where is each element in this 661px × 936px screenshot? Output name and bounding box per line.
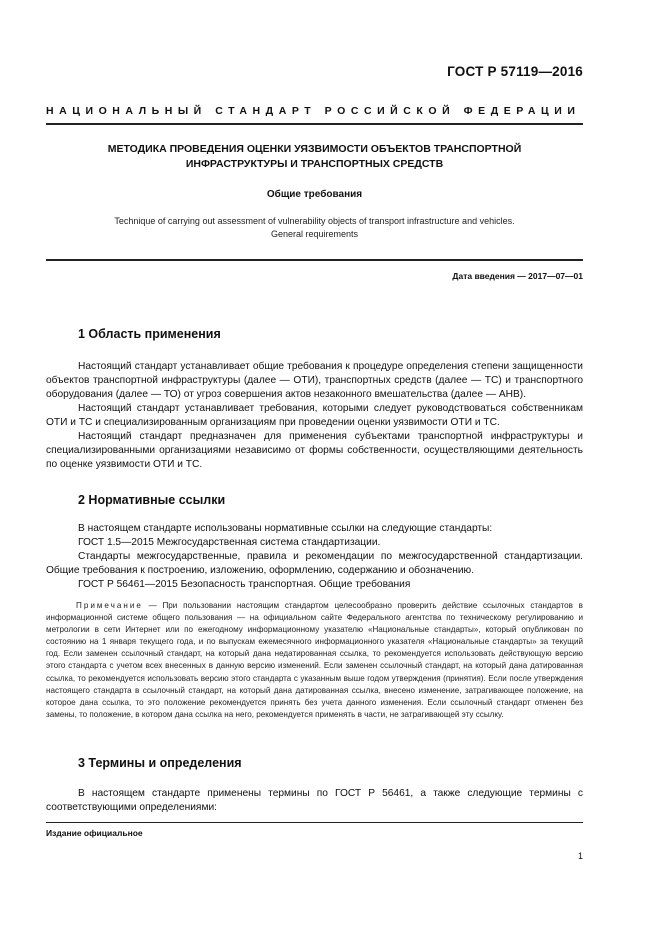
section-2-body — [46, 522, 583, 592]
national-standard-banner: НАЦИОНАЛЬНЫЙ СТАНДАРТ РОССИЙСКОЙ ФЕДЕРАЦИИ — [46, 105, 581, 117]
paragraph: Настоящий стандарт предназначен для применения субъектами транспортной инфраструктуры и специализированными организациями независимо от формы собственности, осуществляющими деятельность по оценке уязвимости ОТИ и ТС. — [46, 431, 583, 470]
paragraph: В настоящем стандарте применены термины по ГОСТ Р 56461, а также следующие термины с соответствующими определениями: — [46, 788, 583, 813]
document-subtitle: Общие требования — [266, 189, 363, 200]
page-number: 1 — [577, 851, 583, 861]
paragraph: В настоящем стандарте использованы нормативные ссылки на следующие стандарты: — [78, 523, 493, 534]
top-rule — [46, 123, 583, 125]
paragraph: Стандарты межгосударственные, правила и рекомендации по межгосударственной стандартизации. Общие требования к построению, изложению, оформлению, содержанию и обозначению. — [46, 551, 583, 576]
gost-code: ГОСТ Р 57119—2016 — [447, 64, 583, 79]
document-title — [46, 142, 583, 172]
title-line-2: ИНФРАСТРУКТУРЫ И ТРАНСПОРТНЫХ СРЕДСТВ — [185, 158, 444, 170]
section-1-body — [46, 360, 583, 472]
english-title — [46, 215, 583, 241]
section-3-heading: 3 Термины и определения — [78, 756, 242, 770]
edition-label: Издание официальное — [46, 828, 143, 838]
title-line-1: МЕТОДИКА ПРОВЕДЕНИЯ ОЦЕНКИ УЯЗВИМОСТИ ОБЪЕКТОВ ТРАНСПОРТНОЙ — [107, 143, 522, 155]
paragraph: Настоящий стандарт устанавливает требования, которыми следует руководствоваться собственникам ОТИ и ТС и специализированным организациям при проведении оценки уязвимости ОТИ и ТС. — [46, 403, 583, 428]
note-text: — При пользовании настоящим стандартом целесообразно проверить действие ссылочных стандартов в информационной системе общего пользования — на официальном сайте Федерального агентства по техническому регулированию и метрологии в сети Интернет или по ежегодному информационному указателю «Национальные стандарты», который опубликован по состоянию на 1 января текущего года, и по выпускам ежемесячного информационного указателя «Национальные стандарты» за текущий год. Если заменен ссылочный стандарт, на который дана недатированная ссылка, то рекомендуется использовать действующую версию этого стандарта с учетом всех внесенных в данную версию изменений. Если заменен ссылочный стандарт, на который дана датированная ссылка, то рекомендуется использовать версию этого стандарта с указанным выше годом утверждения (принятия). Если после утверждения настоящего стандарта в ссылочный стандарт, на который дана датированная ссылка, внесено изменение, затрагивающее положение, на которое дана ссылка, то это положение рекомендуется принять без учета данного изменения. Если ссылочный стандарт отменен без замены, то положение, в котором дана ссылка на него, рекомендуется применять в части, не затрагивающей эту ссылку. — [46, 601, 583, 719]
footer-rule — [46, 822, 583, 823]
reference-gost-1-5: ГОСТ 1.5—2015 Межгосударственная система стандартизации. — [78, 537, 381, 548]
paragraph: Настоящий стандарт устанавливает общие требования к процедуре определения степени защищенности объектов транспортной инфраструктуры (далее — ОТИ), транспортных средств (далее — ТС) и транспортного оборудования (далее — ТО) от угроз совершения актов незаконного вмешательства (далее — АНВ). — [46, 361, 583, 400]
section-3-body — [46, 787, 583, 815]
introduction-date: Дата введения — 2017—07—01 — [452, 271, 583, 281]
note-label: Примечание — [76, 601, 143, 610]
english-title-line-2: General requirements — [270, 229, 359, 239]
english-title-line-1: Technique of carrying out assessment of vulnerability objects of transport infrastructure and vehicles. — [114, 216, 515, 226]
section-2-heading: 2 Нормативные ссылки — [78, 493, 226, 507]
reference-gost-r-56461: ГОСТ Р 56461—2015 Безопасность транспортная. Общие требования — [78, 579, 411, 590]
title-rule — [46, 259, 583, 261]
section-1-heading: 1 Область применения — [78, 327, 221, 341]
note-block — [46, 600, 583, 721]
